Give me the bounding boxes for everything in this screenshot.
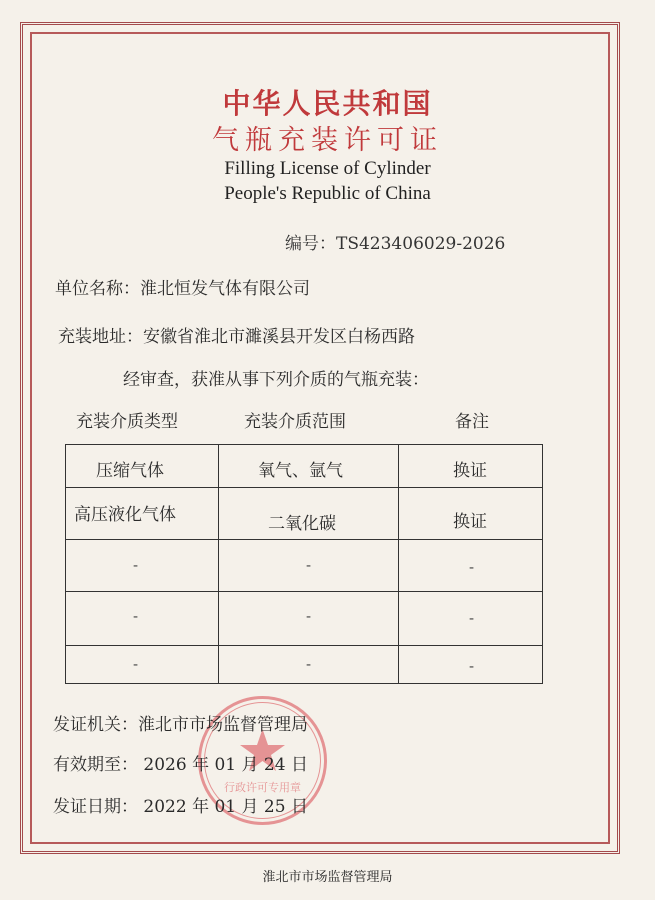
table-cell-remark: -	[469, 558, 475, 576]
filling-address: 充装地址：安徽省淮北市濉溪县开发区白杨西路	[58, 327, 415, 347]
table-cell-range: -	[306, 607, 312, 625]
column-header-remarks: 备注	[455, 412, 489, 432]
table-cell-range: 二氧化碳	[268, 514, 336, 534]
column-header-medium-type: 充装介质类型	[76, 412, 178, 432]
table-column-divider	[398, 445, 399, 683]
issuing-authority: 发证机关：淮北市市场监督管理局	[53, 715, 308, 735]
table-cell-remark: 换证	[453, 461, 487, 481]
table-cell-remark: 换证	[453, 512, 487, 532]
column-header-medium-range: 充装介质范围	[244, 412, 346, 432]
title-chinese: 中华人民共和国	[222, 87, 433, 120]
approval-statement: 经审查，获准从事下列介质的气瓶充装：	[123, 370, 429, 390]
table-cell-range: -	[306, 655, 312, 673]
table-row-divider	[66, 539, 542, 540]
title-english-line1: Filling License of Cylinder	[224, 158, 431, 179]
subtitle-chinese: 气瓶充装许可证	[212, 125, 443, 156]
table-row-divider	[66, 645, 542, 646]
footer-issuer-name: 淮北市市场监督管理局	[262, 870, 393, 885]
table-cell-type: -	[133, 655, 139, 673]
serial-number: 编号：TS423406029-2026	[285, 234, 506, 254]
valid-until-date: 有效期至： 2026 年 01 月 24 日	[53, 755, 308, 775]
table-cell-type: 压缩气体	[96, 461, 164, 481]
unit-name: 单位名称：淮北恒发气体有限公司	[55, 279, 310, 299]
table-column-divider	[218, 445, 219, 683]
table-cell-type: -	[133, 607, 139, 625]
table-cell-type: -	[133, 556, 139, 574]
table-cell-remark: -	[469, 657, 475, 675]
seal-text: 行政许可专用章	[224, 781, 301, 794]
table-row-divider	[66, 591, 542, 592]
table-cell-type: 高压液化气体	[74, 505, 176, 525]
issue-date: 发证日期： 2022 年 01 月 25 日	[53, 797, 308, 817]
title-english-line2: People's Republic of China	[224, 183, 431, 204]
table-cell-range: 氧气、氩气	[258, 461, 343, 481]
filling-media-table	[65, 444, 543, 684]
table-cell-remark: -	[469, 609, 475, 627]
table-row-divider	[66, 487, 542, 488]
table-cell-range: -	[306, 556, 312, 574]
